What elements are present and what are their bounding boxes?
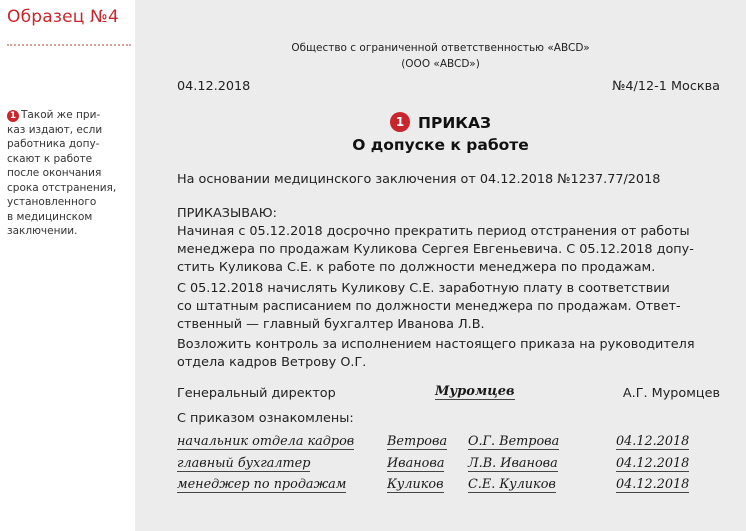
side-note [7, 108, 125, 239]
order-keyword: ПРИКАЗЫВАЮ: [177, 206, 277, 221]
note-line: после окончания [7, 167, 102, 179]
note-line: Такой же при- [21, 109, 101, 121]
body-line: ственный — главный бухгалтер Иванова Л.В. [177, 317, 485, 332]
note-number-badge: 1 [7, 110, 19, 122]
body-line: Начиная с 05.12.2018 досрочно прекратить период отстранения от работы [177, 224, 690, 239]
acquaintance-date: 04.12.2018 [616, 434, 690, 449]
director-name: А.Г. Муромцев [622, 386, 720, 401]
director-position: Генеральный директор [177, 386, 336, 401]
note-line: срока отстранения, [7, 181, 117, 194]
employee-signature: Куликов [387, 477, 444, 492]
note-line: работника допу- [7, 138, 100, 150]
body-line: стить Куликова С.Е. к работе по должности менеджера по продажам. [177, 260, 656, 275]
order-date: 04.12.2018 [177, 79, 251, 94]
organization-short-name: (ООО «ABCD») [401, 58, 480, 70]
order-basis: На основании медицинского заключения от 04.12.2018 №1237.77/2018 [177, 172, 661, 187]
organization-name: Общество с ограниченной ответственностью «ABCD» [291, 42, 590, 54]
note-line: скают к работе [7, 152, 93, 165]
note-line: заключении. [7, 225, 78, 237]
director-signature: Муромцев [435, 384, 515, 399]
acquaintance-date: 04.12.2018 [616, 477, 690, 492]
body-line: С 05.12.2018 начислять Куликову С.Е. заработную плату в соответствии [177, 281, 670, 296]
order-heading [135, 112, 746, 132]
note-line: установленного [7, 196, 97, 208]
employee-signature: Ветрова [387, 434, 448, 449]
acquaintance-date: 04.12.2018 [616, 456, 690, 471]
note-line: в медицинском [7, 210, 93, 223]
employee-position: главный бухгалтер [177, 456, 311, 471]
note-line: каз издают, если [7, 123, 103, 136]
sample-title-divider [7, 44, 131, 46]
order-title: ПРИКАЗ [418, 114, 491, 132]
employee-name: Л.В. Иванова [468, 456, 558, 471]
body-line: Возложить контроль за исполнением настоящего приказа на руководителя [177, 337, 695, 352]
acquainted-label: С приказом ознакомлены: [177, 411, 354, 426]
employee-signature: Иванова [387, 456, 445, 471]
body-line: менеджера по продажам Куликова Сергея Евгеньевича. С 05.12.2018 допу- [177, 242, 694, 257]
employee-name: О.Г. Ветрова [468, 434, 560, 449]
order-document [135, 0, 746, 531]
order-number-city: №4/12-1 Москва [612, 79, 720, 94]
employee-name: С.Е. Куликов [468, 477, 556, 492]
order-subtitle: О допуске к работе [352, 136, 529, 154]
heading-number-badge: 1 [390, 112, 410, 132]
body-line: отдела кадров Ветрову О.Г. [177, 355, 367, 370]
sample-title: Образец №4 [7, 7, 120, 27]
body-line: со штатным расписанием по должности менеджера по продажам. Ответ- [177, 299, 681, 314]
employee-position: начальник отдела кадров [177, 434, 355, 449]
employee-position: менеджер по продажам [177, 477, 347, 492]
